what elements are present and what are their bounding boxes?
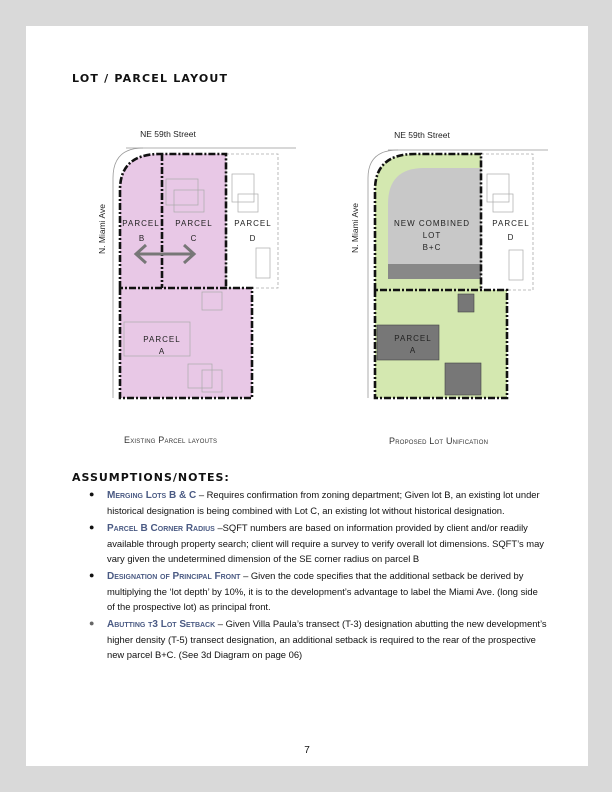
- note-body: – Given the code specifies that the additional setback be derived by multiplying the ‘lot depth’ by 10%, it is to the development’s advantage to label the Miami Ave. (long side of the prospective lot) as principal front.: [107, 570, 538, 612]
- proposed-lot-diagram: [350, 130, 548, 398]
- parcel-c-label: PARCEL: [175, 219, 213, 228]
- street-label-side: N. Miami Ave: [350, 203, 360, 253]
- list-item: [89, 616, 547, 662]
- notes-list: [89, 487, 547, 664]
- parcel-a-letter: A: [158, 347, 166, 356]
- note-head: Merging Lots B & C: [107, 490, 197, 501]
- bullet-icon: ●: [89, 489, 95, 499]
- note-head: Designation of Principal Front: [107, 571, 241, 582]
- parcel-d-letter: D: [249, 234, 257, 243]
- combined-lot-letter: B+C: [422, 243, 442, 252]
- page-number: 7: [304, 745, 310, 756]
- page-title: LOT / PARCEL LAYOUT: [72, 72, 229, 85]
- parcel-d-label: PARCEL: [492, 219, 530, 228]
- parcel-a-label: PARCEL: [143, 335, 181, 344]
- bullet-icon: ●: [89, 618, 95, 628]
- building-rear: [445, 363, 481, 395]
- building-small: [458, 294, 474, 312]
- bullet-icon: ●: [89, 522, 95, 532]
- note-body: –SQFT numbers are based on information provided by client and/or readily available through property search; client will require a survey to verify overall lot dimensions. SQFT’s may vary given the undetermined dimension of the SE corner radius on parcel B: [107, 522, 544, 564]
- parcel-b-letter: B: [138, 234, 146, 243]
- existing-parcel-diagram: [97, 129, 296, 398]
- parcel-c-letter: C: [190, 234, 198, 243]
- parcel-a-letter: A: [409, 346, 417, 355]
- note-head: Abutting t3 Lot Setback: [107, 619, 216, 630]
- note-head: Parcel B Corner Radius: [107, 523, 215, 534]
- right-caption: Proposed Lot Unification: [389, 436, 489, 446]
- street-label-top: NE 59th Street: [394, 130, 450, 140]
- parcel-a-label: PARCEL: [394, 334, 432, 343]
- combined-lot-label-2: LOT: [422, 231, 442, 240]
- parcel-d-label: PARCEL: [234, 219, 272, 228]
- parcel-b-label: PARCEL: [122, 219, 160, 228]
- parcel-a-fill: [120, 288, 252, 398]
- street-label-top: NE 59th Street: [140, 129, 196, 139]
- bullet-icon: ●: [89, 570, 95, 580]
- street-label-side: N. Miami Ave: [97, 204, 107, 254]
- notes-title: ASSUMPTIONS/NOTES:: [72, 471, 230, 484]
- list-item: [89, 487, 547, 518]
- note-body: – Requires confirmation from zoning department; Given lot B, an existing lot under historical designation is being combined with Lot C, an existing lot without historical designation.: [107, 489, 540, 516]
- note-body: – Given Villa Paula’s transect (T-3) designation abutting the new development’s higher density (T-5) transect designation, an additional setback is required to the rear of the prospective new parcel B+C. (See 3d Diagram on page 06): [107, 618, 547, 660]
- left-caption: Existing Parcel layouts: [124, 435, 218, 445]
- parcel-d-letter: D: [507, 233, 515, 242]
- combined-building-shadow: [388, 264, 481, 279]
- combined-lot-label: NEW COMBINED: [394, 219, 470, 228]
- page: [26, 26, 588, 766]
- list-item: [89, 520, 547, 566]
- list-item: [89, 568, 547, 614]
